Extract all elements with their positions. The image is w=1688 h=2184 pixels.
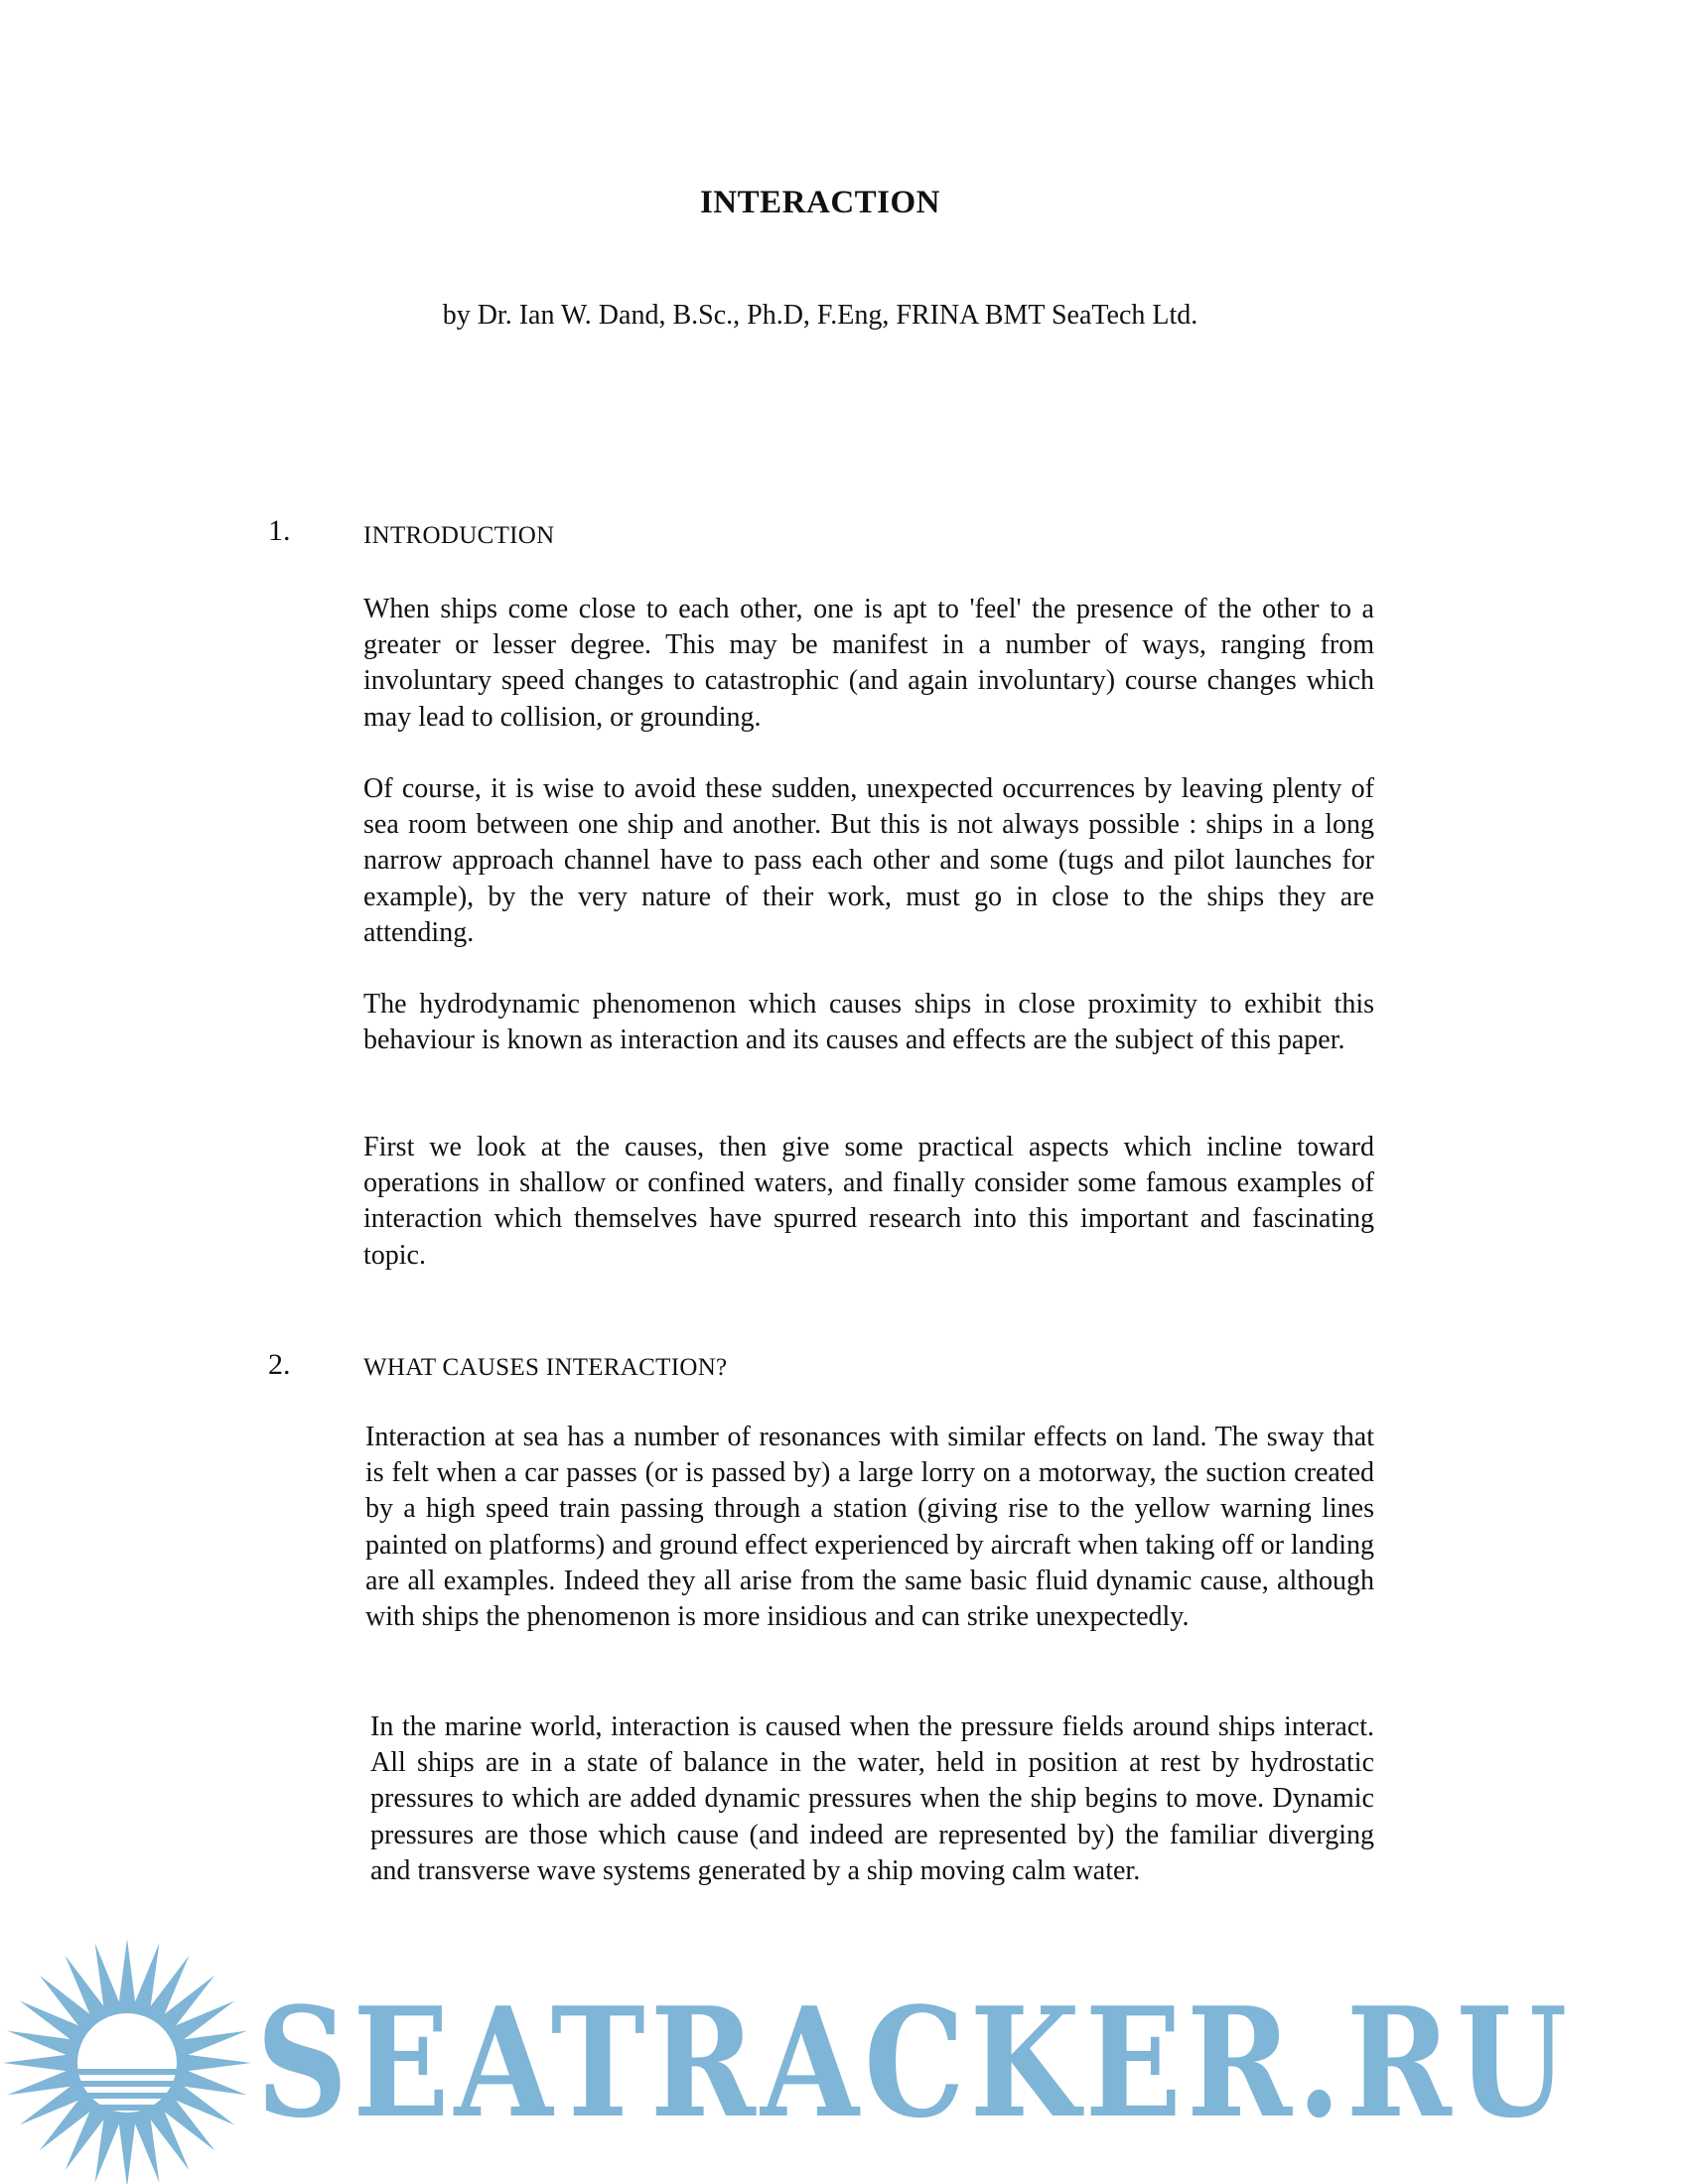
section-2-paragraph-2: In the marine world, interaction is caused when the pressure fields around ships interact. All ships are in a state of balance in the water, held in position at rest by hydrostatic pressures to which are added dynamic pressures when the ship begins to move. Dynamic pressures are those which cause (and indeed are represented by) the familiar diverging and transverse wave systems generated by a ship moving calm water.: [370, 1711, 1374, 1886]
section-1-paragraph-1: When ships come close to each other, one is apt to 'feel' the presence of the other to a greater or lesser degree. This may be manifest in a number of ways, ranging from involuntary speed changes to catastrophic (and again involuntary) course changes which may lead to collision, or grounding.: [363, 594, 1374, 733]
sun-wave-line: [75, 2093, 179, 2099]
section-1-paragraph-3: The hydrodynamic phenomenon which causes ships in close proximity to exhibit this behaviour is known as interaction and its causes and effects are the subject of this paper.: [363, 989, 1374, 1056]
section-1-paragraph-2: Of course, it is wise to avoid these sudden, unexpected occurrences by leaving plenty of sea room between one ship and another. But this is not always possible : ships in a long narrow approach channel have to pass each other and some (tugs and pilot launches for example), by the very nature of their work, must go in close to the ships they are attending.: [363, 773, 1374, 948]
sun-wave-line: [75, 2105, 179, 2111]
document-title: INTERACTION: [699, 185, 941, 220]
section-2-paragraph-1: Interaction at sea has a number of resonances with similar effects on land. The sway that is felt when a car passes (or is passed by) a large lorry on a motorway, the suction created by a high speed train passing through a station (giving rise to the yellow warning lines painted on platforms) and ground effect experienced by aircraft when taking off or landing are all examples. Indeed they all arise from the same basic fluid dynamic cause, although with ships the phenomenon is more insidious and can strike unexpectedly.: [365, 1422, 1374, 1633]
sun-icon: [3, 1939, 251, 2184]
author-byline: by Dr. Ian W. Dand, B.Sc., Ph.D, F.Eng, FRINA BMT SeaTech Ltd.: [442, 300, 1198, 331]
section-1-paragraph-4: First we look at the causes, then give some practical aspects which incline toward operations in shallow or confined waters, and finally consider some famous examples of interaction which themselves have spurred research into this important and fascinating topic.: [363, 1132, 1374, 1271]
section-1-heading: INTRODUCTION: [363, 522, 555, 549]
sun-wave-line: [75, 2069, 179, 2075]
sun-wave-line: [75, 2081, 179, 2087]
watermark-text: SEATRACKER.RU: [256, 1974, 1573, 2151]
section-2-heading: WHAT CAUSES INTERACTION?: [363, 1354, 728, 1381]
section-1-number: 1.: [268, 514, 291, 547]
section-2-number: 2.: [268, 1348, 291, 1381]
